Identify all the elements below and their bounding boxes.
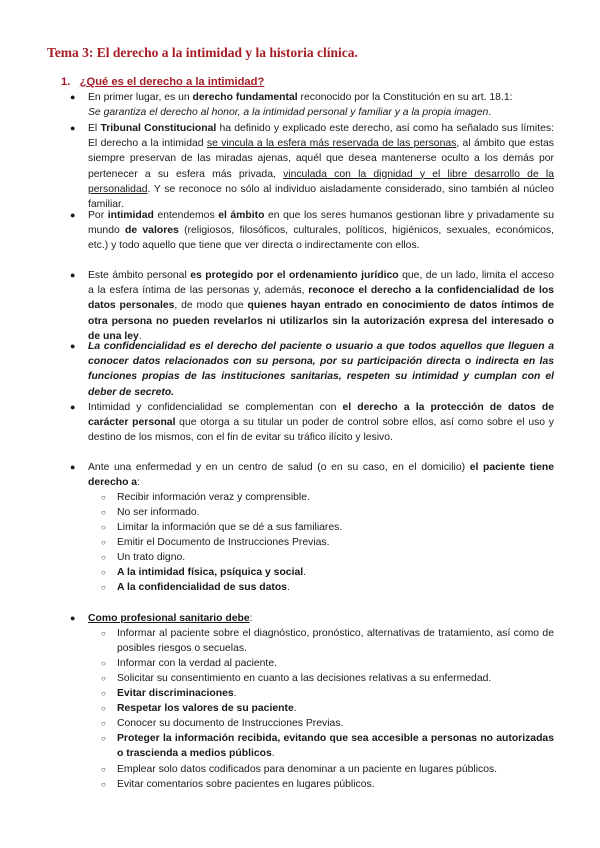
bullet-paragraph-1: En primer lugar, es un derecho fundamental reconocido por la Constitución en su art. 18.1: Se garantiza el derecho al honor, a la intimidad personal y familiar y a la propia imagen.: [88, 92, 513, 119]
bullet-marker: ●: [70, 613, 76, 623]
patient-right-item: Limitar la información que se dé a sus familiares.: [117, 522, 343, 533]
document-title: Tema 3: El derecho a la intimidad y la historia clínica.: [47, 45, 358, 60]
bullet-paragraph-2: El Tribunal Constitucional ha definido y explicado este derecho, así como ha señalado sus límites: El derecho a la intimidad se vincula a la esfera más reservada de las personas, al ámbito que estas siempre preservan de las miradas ajenas, aquél que desea mantenerse oculto a los demás por pertenecer a su esfera más privada, vinculada con la dignidad y el libre desarrollo de la personalidad. Y se reconoce no sólo al individuo aisladamente considerado, sino también al núcleo familiar.: [88, 123, 555, 211]
sub-bullet-marker: ○: [101, 583, 106, 592]
sub-bullet-marker: ○: [101, 689, 106, 698]
sub-bullet-marker: ○: [101, 734, 106, 743]
sub-bullet-marker: ○: [101, 568, 106, 577]
patient-rights-intro: Ante una enfermedad y en un centro de salud (o en su caso, en el domicilio) el paciente tiene derecho a:: [88, 462, 554, 489]
professional-duty-item: Informar con la verdad al paciente.: [117, 658, 277, 669]
bullet-paragraph-6: Intimidad y confidencialidad se complementan con el derecho a la protección de datos de carácter personal que otorga a su titular un poder de control sobre ellos, así como sobre el uso y destino de los mismos, con el fin de evitar su tráfico ilícito y lesivo.: [88, 402, 554, 444]
bullet-marker: ●: [70, 402, 76, 412]
professional-duty-item: Solicitar su consentimiento en cuanto a las decisiones relativas a su enfermedad.: [117, 673, 492, 684]
sub-bullet-marker: ○: [101, 629, 106, 638]
sub-bullet-marker: ○: [101, 674, 106, 683]
bullet-marker: ●: [70, 341, 76, 351]
patient-right-item: Recibir información veraz y comprensible.: [117, 492, 310, 503]
sub-bullet-marker: ○: [101, 538, 106, 547]
sub-bullet-marker: ○: [101, 659, 106, 668]
sub-bullet-marker: ○: [101, 719, 106, 728]
professional-duty-item: Evitar comentarios sobre pacientes en lugares públicos.: [117, 779, 375, 790]
professional-duty-item-bold: Respetar los valores de su paciente.: [117, 703, 297, 714]
section-number: 1.: [61, 76, 71, 88]
patient-right-item: Un trato digno.: [117, 552, 186, 563]
bullet-marker: ●: [70, 92, 76, 102]
patient-right-item-bold: A la intimidad física, psíquica y social.: [117, 567, 307, 578]
bullet-marker: ●: [70, 462, 76, 472]
professional-duty-item-bold: Proteger la información recibida, evitando que sea accesible a personas no autorizadas o trascienda a medios públicos.: [117, 733, 554, 760]
professional-duty-item: Conocer su documento de Instrucciones Previas.: [117, 718, 344, 729]
patient-right-item: No ser informado.: [117, 507, 200, 518]
bullet-paragraph-5: La confidencialidad es el derecho del paciente o usuario a que todos aquellos que lleguen a conocer datos relacionados con su persona, por su participación directa o indirecta en las funciones propias de las instituciones sanitarias, respeten su intimidad y cumplan con el deber de secreto.: [88, 341, 554, 398]
professional-intro: Como profesional sanitario debe:: [88, 613, 253, 624]
patient-right-item: Emitir el Documento de Instrucciones Previas.: [117, 537, 330, 548]
section-heading: [61, 76, 264, 88]
sub-bullet-marker: ○: [101, 523, 106, 532]
sub-bullet-marker: ○: [101, 553, 106, 562]
sub-bullet-marker: ○: [101, 765, 106, 774]
sub-bullet-marker: ○: [101, 780, 106, 789]
patient-right-item-bold: A la confidencialidad de sus datos.: [117, 582, 290, 593]
sub-bullet-marker: ○: [101, 704, 106, 713]
bullet-paragraph-4: Este ámbito personal es protegido por el ordenamiento jurídico que, de un lado, limita el acceso a la esfera íntima de las personas y, además, reconoce el derecho a la confidencialidad de los datos personales, de modo que quienes hayan entrado en conocimiento de datos íntimos de otra persona no pueden revelarlos ni utilizarlos sin la autorización expresa del interesado o de una ley.: [88, 270, 555, 342]
bullet-marker: ●: [70, 210, 76, 220]
professional-duty-item-bold: Evitar discriminaciones.: [117, 688, 237, 699]
sub-bullet-marker: ○: [101, 508, 106, 517]
bullet-marker: ●: [70, 270, 76, 280]
section-title: ¿Qué es el derecho a la intimidad?: [79, 76, 265, 88]
professional-duty-item: Informar al paciente sobre el diagnóstico, pronóstico, alternativas de tratamiento, así como de posibles riesgos o secuelas.: [117, 628, 554, 655]
professional-duty-item: Emplear solo datos codificados para denominar a un paciente en lugares públicos.: [117, 764, 498, 775]
bullet-marker: ●: [70, 123, 76, 133]
sub-bullet-marker: ○: [101, 493, 106, 502]
bullet-paragraph-3: Por intimidad entendemos el ámbito en que los seres humanos gestionan libre y privadamente su mundo de valores (religiosos, filosóficos, culturales, políticos, higiénicos, sexuales, económicos, etc.) y todo aquello que tiene que ver directa o indirectamente con ellos.: [88, 210, 555, 252]
